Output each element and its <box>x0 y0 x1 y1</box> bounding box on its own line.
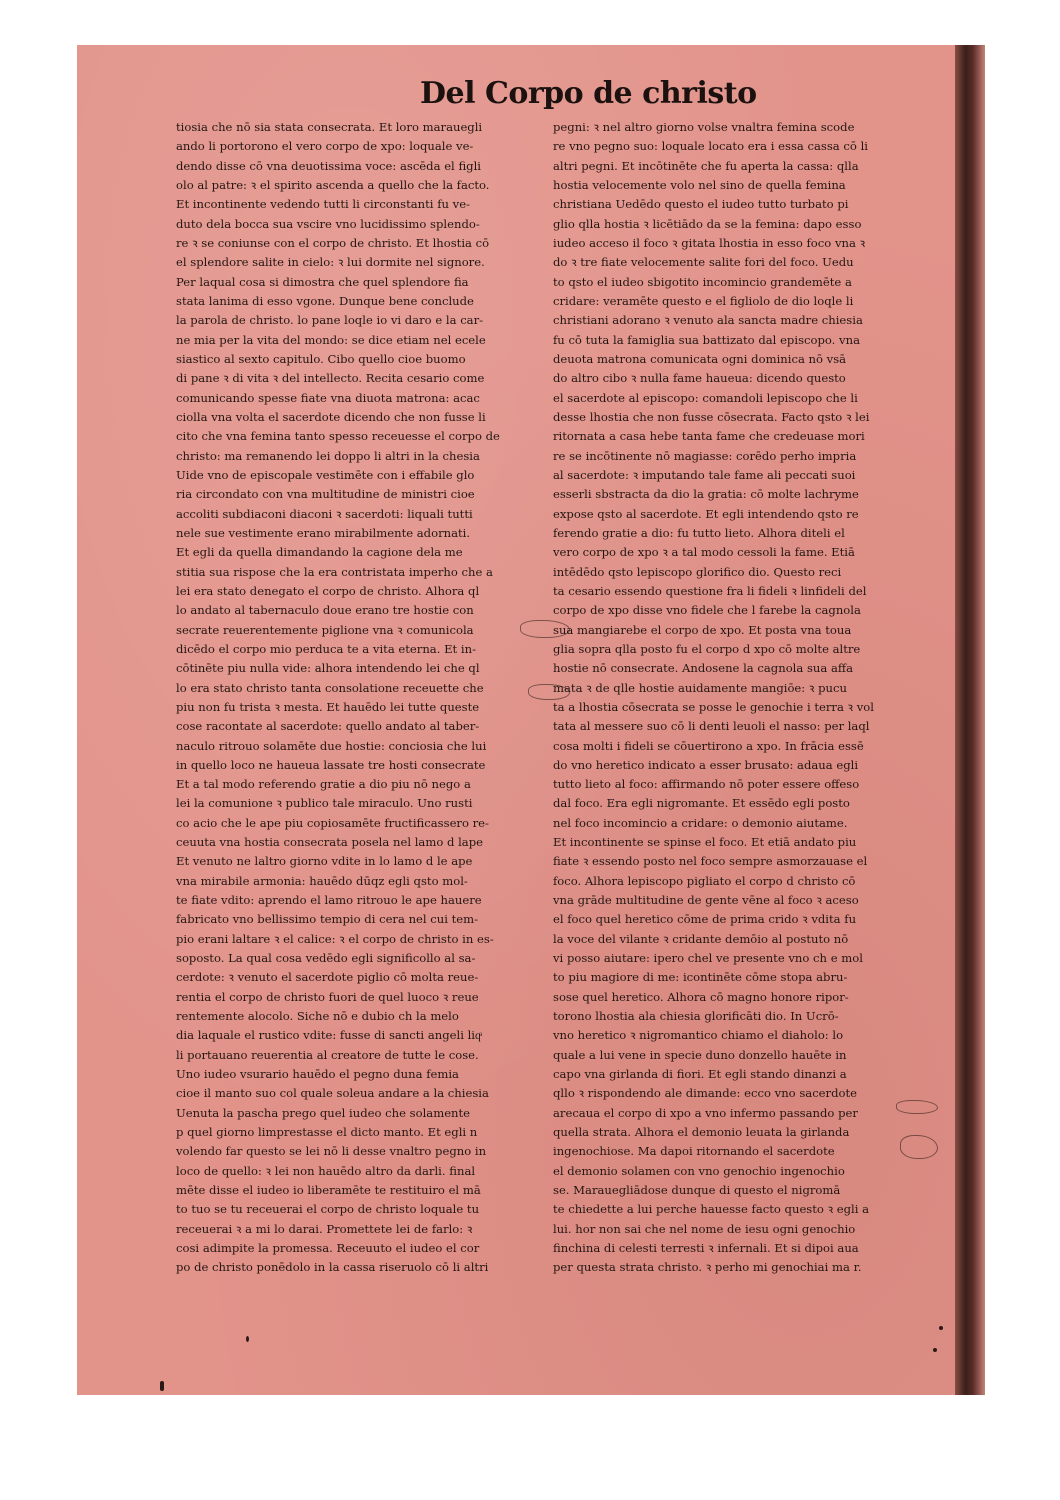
text-line: piu non fu trista ꝛ mesta. Et hauēdo lei tutte queste <box>176 699 480 714</box>
text-line: cioe il manto suo col quale soleua andare a la chiesia <box>176 1086 489 1101</box>
ink-speck <box>933 1348 937 1352</box>
text-line: lui. hor non sai che nel nome de iesu ogni genochio <box>553 1221 856 1236</box>
text-line: fiate ꝛ essendo posto nel foco sempre asmorzauase el <box>553 854 868 869</box>
text-line: do altro cibo ꝛ nulla fame haueua: dicendo questo <box>553 371 846 386</box>
text-line: siastico al sexto capitulo. Cibo quello cioe buomo <box>176 351 466 366</box>
text-line: secrate reuerentemente piglione vna ꝛ comunicola <box>176 622 474 637</box>
text-line: tata al messere suo cō li denti leuoli el nasso: per laql <box>553 719 870 734</box>
text-line: te fiate vdito: aprendo el lamo ritrouo le ape hauere <box>176 893 482 908</box>
text-line: to tuo se tu receuerai el corpo de christo loquale tu <box>176 1202 480 1217</box>
text-line: lei era stato denegato el corpo de christo. Alhora ql <box>176 583 480 598</box>
text-line: co acio che le ape piu copiosamēte fructificassero re- <box>176 815 489 830</box>
text-line: per questa strata christo. ꝛ perho mi genochiai ma r. <box>553 1260 862 1275</box>
text-line: Et venuto ne laltro giorno vdite in lo lamo d le ape <box>176 854 473 869</box>
text-line: vero corpo de xpo ꝛ a tal modo cessoli la fame. Etiā <box>553 545 855 560</box>
margin-flourish <box>896 1100 938 1114</box>
text-line: volendo far questo se lei nō li desse vnaltro pegno in <box>176 1144 487 1159</box>
book-binding-edge <box>955 45 985 1395</box>
text-line: dal foco. Era egli nigromante. Et essēdo egli posto <box>553 796 850 811</box>
text-line: sose quel heretico. Alhora cō magno honore ripor- <box>553 989 849 1004</box>
text-line: Et egli da quella dimandando la cagione dela me <box>176 545 463 560</box>
text-line: cosi adimpite la promessa. Receuuto el iudeo el cor <box>176 1241 480 1256</box>
text-line: sua mangiarebe el corpo de xpo. Et posta vna toua <box>553 622 852 637</box>
text-line: vno heretico ꝛ nigromantico chiamo el diaholo: lo <box>553 1028 844 1043</box>
text-line: olo al patre: ꝛ el spirito ascenda a quello che la facto. <box>176 177 490 192</box>
text-line: esserli sbstracta da dio la gratia: cō molte lachryme <box>553 487 859 502</box>
text-line: ferendo gratie a dio: fu tutto lieto. Alhora diteli el <box>553 525 845 540</box>
ink-speck <box>939 1326 943 1330</box>
text-line: cōtinēte piu nulla vide: alhora intendendo lei che ql <box>176 661 480 676</box>
text-line: ta cesario essendo questione fra li fideli ꝛ linfideli del <box>553 583 867 598</box>
text-line: cito che vna femina tanto spesso receuesse el corpo de <box>176 429 500 444</box>
text-line: tiosia che nō sia stata consecrata. Et loro marauegli <box>176 120 483 134</box>
margin-flourish <box>528 684 570 700</box>
text-line: receuerai ꝛ a mi lo darai. Promettete lei de farlo: ꝛ <box>176 1221 473 1236</box>
text-line: stitia sua rispose che la era contristata imperho che a <box>176 564 493 579</box>
text-line: rentemente alocolo. Siche nō e dubio ch la melo <box>176 1009 459 1024</box>
text-line: ne mia per la vita del mondo: se dice etiam nel ecele <box>176 332 486 347</box>
text-line: capo vna girlanda di fiori. Et egli stando dinanzi a <box>553 1067 847 1082</box>
text-line: arecaua el corpo di xpo a vno infermo passando per <box>553 1105 858 1120</box>
text-line: te chiedette a lui perche hauesse facto questo ꝛ egli a <box>553 1202 870 1217</box>
text-line: soposto. La qual cosa vedēdo egli significollo al sa- <box>176 951 476 966</box>
text-line: dendo disse cō vna deuotissima voce: ascēda el figli <box>176 158 482 173</box>
text-line: cosa molti i fideli se cōuertirono a xpo. In frācia essē <box>553 738 864 753</box>
right-text-column <box>553 118 925 1278</box>
text-line: ritornata a casa hebe tanta fame che credeuase mori <box>553 429 865 444</box>
left-text-column <box>176 118 544 1288</box>
text-line: to qsto el iudeo sbigotito incomincio grandemēte a <box>553 274 852 289</box>
text-line: altri pegni. Et incōtinēte che fu aperta la cassa: qlla <box>553 158 859 173</box>
text-line: la parola de christo. lo pane loqle io vi daro e la car- <box>176 313 484 328</box>
text-line: vna grāde multitudine de gente vēne al foco ꝛ aceso <box>553 893 859 908</box>
text-line: tutto lieto al foco: affirmando nō poter essere offeso <box>553 777 860 792</box>
text-line: di pane ꝛ di vita ꝛ del intellecto. Recita cesario come <box>176 371 485 386</box>
text-line: christiani adorano ꝛ venuto ala sancta madre chiesia <box>553 313 863 328</box>
text-line: iudeo acceso il foco ꝛ gitata lhostia in esso foco vna ꝛ <box>553 235 866 250</box>
text-line: el foco quel heretico cōme de prima crido ꝛ vdita fu <box>553 912 857 927</box>
text-line: ria circondato con vna multitudine de ministri cioe <box>176 487 475 502</box>
text-line: re se incōtinente nō magiasse: corēdo perho impria <box>553 448 857 463</box>
text-line: vna mirabile armonia: hauēdo dūqz egli qsto mol- <box>176 873 468 888</box>
ink-speck <box>246 1336 249 1342</box>
text-line: do ꝛ tre fiate velocemente salite fori del foco. Uedu <box>553 255 854 270</box>
text-line: Uno iudeo vsurario hauēdo el pegno duna femia <box>176 1067 459 1082</box>
text-line: quale a lui vene in specie duno donzello hauēte in <box>553 1047 847 1062</box>
margin-flourish <box>900 1135 938 1159</box>
text-line: Per laqual cosa si dimostra che quel splendore fia <box>176 274 469 289</box>
text-line: Uenuta la pascha prego quel iudeo che solamente <box>176 1105 471 1120</box>
text-line: corpo de xpo disse vno fidele che l farebe la cagnola <box>553 603 861 618</box>
text-line: vi posso aiutare: ipero chel ve presente vno ch e mol <box>553 951 863 966</box>
text-line: se. Marauegliādose dunque di questo el nigromā <box>553 1183 841 1198</box>
text-line: fu cō tuta la famiglia sua battizato dal episcopo. vna <box>553 332 860 347</box>
text-line: li portauano reuerentia al creatore de tutte le cose. <box>176 1047 479 1062</box>
text-line: duto dela bocca sua vscire vno lucidissimo splendo- <box>176 216 480 231</box>
text-line: deuota matrona comunicata ogni dominica nō vsā <box>553 351 847 366</box>
text-line: cose racontate al sacerdote: quello andato al taber- <box>176 719 480 734</box>
text-line: re ꝛ se coniunse con el corpo de christo. Et lhostia cō <box>176 235 490 250</box>
text-line: stata lanima di esso vgone. Dunque bene conclude <box>176 293 474 308</box>
text-line: cridare: veramēte questo e el figliolo de dio loqle li <box>553 293 854 308</box>
text-line: finchina di celesti terresti ꝛ infernali. Et si dipoi aua <box>553 1241 859 1256</box>
text-line: hostie nō consecrate. Andosene la cagnola sua affa <box>553 661 854 676</box>
text-line: loco de quello: ꝛ lei non hauēdo altro da darli. final <box>176 1163 476 1178</box>
text-line: pio erani laltare ꝛ el calice: ꝛ el corpo de christo in es- <box>176 931 494 946</box>
text-line: glia sopra qlla posto fu el corpo d xpo cō molte altre <box>553 641 861 656</box>
text-line: qllo ꝛ rispondendo ale dimande: ecco vno sacerdote <box>553 1086 858 1101</box>
text-line: comunicando spesse fiate vna diuota matrona: acac <box>176 390 480 405</box>
text-line: dicēdo el corpo mio perduca te a vita eterna. Et in- <box>176 641 476 656</box>
text-line: foco. Alhora lepiscopo pigliato el corpo d christo cō <box>553 873 856 888</box>
text-line: el splendore salite in cielo: ꝛ lui dormite nel signore. <box>176 255 485 270</box>
text-line: nele sue vestimente erano mirabilmente adornati. <box>176 525 471 540</box>
text-line: lei la comunione ꝛ publico tale miraculo. Uno rusti <box>176 796 473 811</box>
text-line: re vno pegno suo: loquale locato era i essa cassa cō li <box>553 139 868 154</box>
text-line: ta a lhostia cōsecrata se posse le genochie i terra ꝛ vol <box>553 699 874 714</box>
text-line: dia laquale el rustico vdite: fusse di sancti angeli liqͣ <box>176 1028 481 1043</box>
text-line: to piu magiore di me: icontinēte cōme stopa abru- <box>553 970 848 985</box>
text-line: rentia el corpo de christo fuori de quel luoco ꝛ reue <box>176 989 479 1004</box>
text-line: glio qlla hostia ꝛ licētiādo da se la femina: dapo esso <box>553 216 862 231</box>
text-line: intēdēdo qsto lepiscopo glorifico dio. Questo reci <box>553 564 842 579</box>
text-line: Et incontinente se spinse el foco. Et etiā andato piu <box>553 835 857 850</box>
text-line: ciolla vna volta el sacerdote dicendo che non fusse li <box>176 409 486 424</box>
text-line: in quello loco ne haueua lassate tre hosti consecrate <box>176 757 486 772</box>
text-line: ingenochiose. Ma dapoi ritornando el sacerdote <box>553 1144 835 1159</box>
text-line: lo era stato christo tanta consolatione receuette che <box>176 680 484 695</box>
text-line: Uide vno de episcopale vestimēte con i effabile glo <box>176 467 475 482</box>
text-line: mata ꝛ de qlle hostie auidamente mangiōe: ꝛ pucu <box>553 680 847 695</box>
text-line: al sacerdote: ꝛ imputando tale fame ali peccati suoi <box>553 467 856 482</box>
text-line: Et a tal modo referendo gratie a dio piu nō nego a <box>176 777 471 792</box>
text-line: christiana Uedēdo questo el iudeo tutto turbato pi <box>553 197 849 212</box>
text-line: accoliti subdiaconi diaconi ꝛ sacerdoti: liquali tutti <box>176 506 473 521</box>
text-line: quella strata. Alhora el demonio leuata la girlanda <box>553 1125 850 1140</box>
text-line: torono lhostia ala chiesia glorificāti dio. In Ucrō- <box>553 1009 839 1024</box>
text-line: nel foco incomincio a cridare: o demonio aiutame. <box>553 815 848 830</box>
running-header: Del Corpo de christo <box>420 76 757 111</box>
text-line: ando li portorono el vero corpo de xpo: loquale ve- <box>176 139 474 154</box>
text-line: pegni: ꝛ nel altro giorno volse vnaltra femina scode <box>553 120 855 134</box>
text-line: hostia velocemente volo nel sino de quella femina <box>553 177 846 192</box>
text-line: naculo ritrouo solamēte due hostie: conciosia che lui <box>176 738 487 753</box>
text-line: do vno heretico indicato a esser brusato: adaua egli <box>553 757 859 772</box>
text-line: christo: ma remanendo lei doppo li altri in la chesia <box>176 448 480 463</box>
text-line: la voce del vilante ꝛ cridante demōio al postuto nō <box>553 931 849 946</box>
margin-flourish <box>520 620 570 638</box>
text-line: el sacerdote al episcopo: comandoli lepiscopo che li <box>553 390 858 405</box>
text-line: desse lhostia che non fusse cōsecrata. Facto qsto ꝛ lei <box>553 409 870 424</box>
text-line: po de christo ponēdolo in la cassa riseruolo cō li altri <box>176 1260 489 1275</box>
text-line: Et incontinente vedendo tutti li circonstanti fu ve- <box>176 197 470 212</box>
text-line: expose qsto al sacerdote. Et egli intendendo qsto re <box>553 506 859 521</box>
text-line: el demonio solamen con vno genochio ingenochio <box>553 1163 845 1178</box>
text-line: mēte disse el iudeo io liberamēte te restituiro el mā <box>176 1183 481 1198</box>
text-line: ceuuta vna hostia consecrata posela nel lamo d lape <box>176 835 484 850</box>
text-line: cerdote: ꝛ venuto el sacerdote piglio cō molta reue- <box>176 970 479 985</box>
ink-speck <box>160 1381 164 1391</box>
text-line: fabricato vno bellissimo tempio di cera nel cui tem- <box>176 912 479 927</box>
text-line: p quel giorno limprestasse el dicto manto. Et egli n <box>176 1125 478 1140</box>
text-line: lo andato al tabernaculo doue erano tre hostie con <box>176 603 474 618</box>
